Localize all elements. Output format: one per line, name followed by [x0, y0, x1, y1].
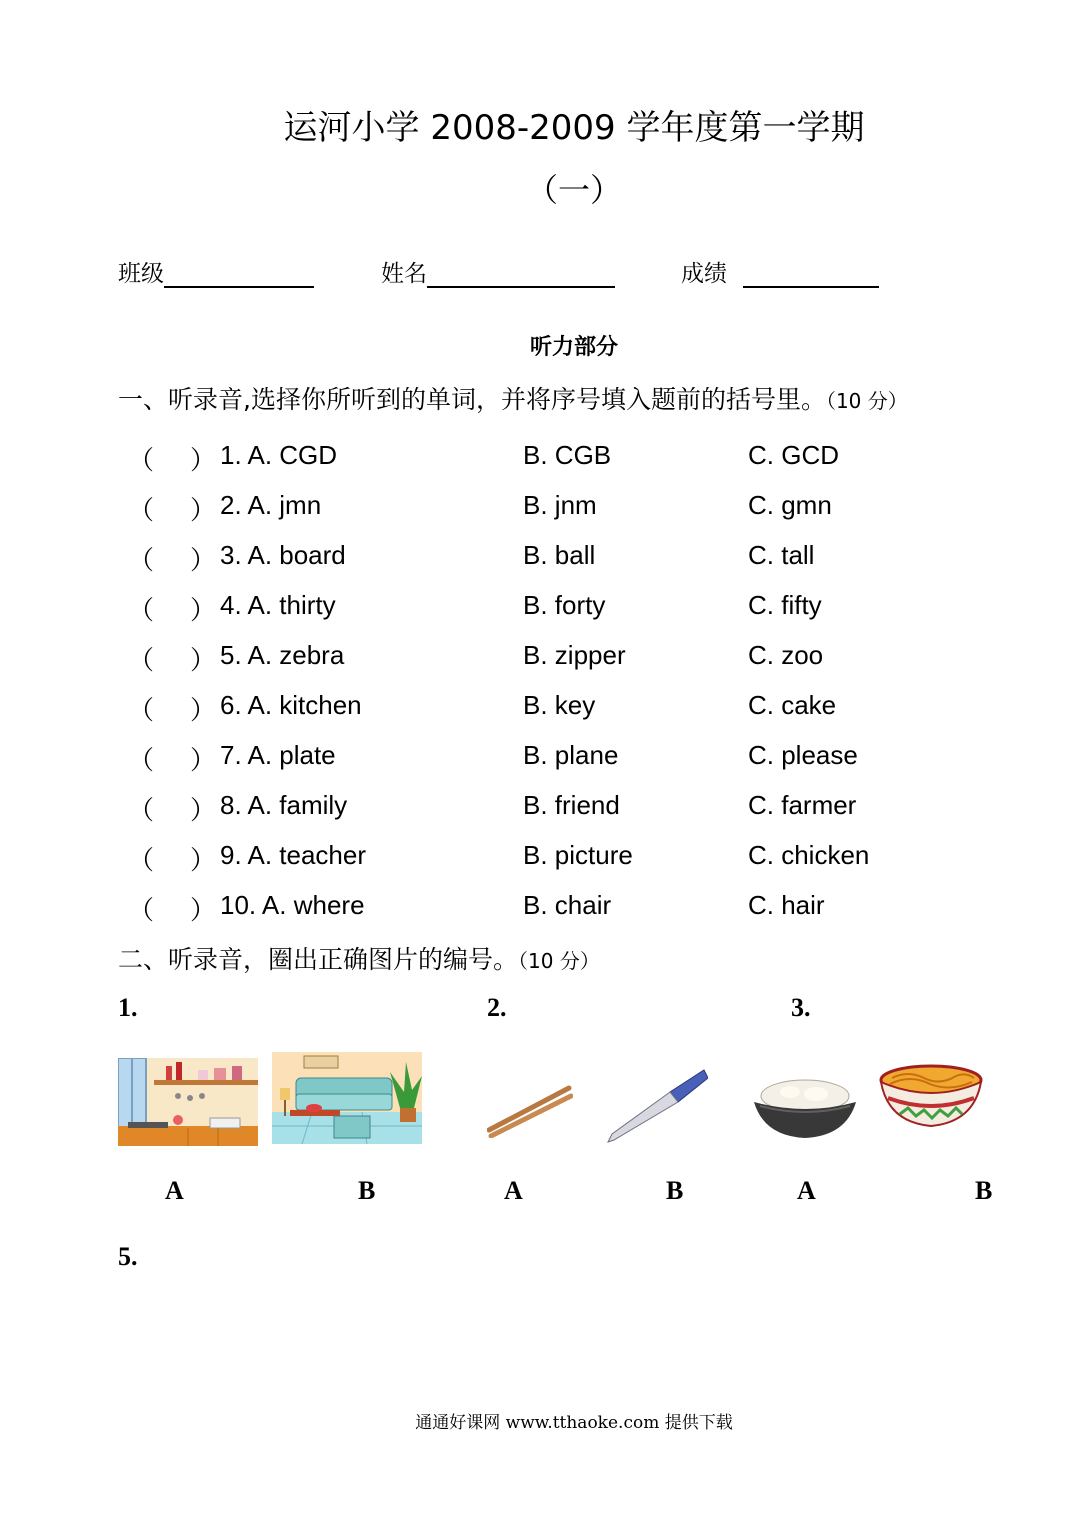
- page-subtitle: （一）: [525, 171, 622, 209]
- class-label: 班级: [118, 261, 164, 287]
- picture-question-number: 3.: [791, 993, 811, 1022]
- question-option-b: B. picture: [523, 840, 633, 870]
- question-row: [128, 690, 1068, 740]
- answer-paren-left: （: [128, 445, 155, 475]
- answer-paren-right: ）: [190, 895, 217, 925]
- question-option-c: C. zoo: [748, 640, 824, 670]
- picture-question-number: 1.: [118, 993, 138, 1022]
- answer-paren-right: ）: [190, 795, 217, 825]
- option-label: A: [797, 1176, 816, 1205]
- name-label: 姓名: [381, 261, 427, 287]
- question-option-c: C. please: [748, 740, 858, 770]
- question-option-a: 1. A. CGD: [220, 440, 338, 470]
- question-row: [128, 890, 1068, 940]
- picture-question-number: 2.: [487, 993, 507, 1022]
- rice-bowl-picture: [750, 1076, 860, 1142]
- page-title: 运河小学 2008-2009 学年度第一学期: [283, 108, 865, 148]
- option-label: A: [504, 1176, 523, 1205]
- answer-paren-left: （: [128, 545, 155, 575]
- score-label: 成绩: [681, 261, 727, 287]
- answer-paren-left: （: [128, 845, 155, 875]
- answer-paren-left: （: [128, 745, 155, 775]
- question-option-a: 4. A. thirty: [220, 590, 336, 620]
- footer-text: 通通好课网 www.tthaoke.com 提供下载: [415, 1413, 733, 1433]
- part2-points: （10 分）: [518, 949, 600, 973]
- question-option-a: 3. A. board: [220, 540, 346, 570]
- class-blank: [164, 260, 314, 288]
- class-field: [118, 255, 314, 288]
- knife-picture: [604, 1068, 708, 1144]
- name-field: [381, 255, 615, 288]
- question-option-a: 5. A. zebra: [220, 640, 345, 670]
- question-option-b: B. jnm: [523, 490, 597, 520]
- question-option-b: B. key: [523, 690, 596, 720]
- question-option-c: C. farmer: [748, 790, 857, 820]
- noodle-bowl-picture: [878, 1064, 984, 1132]
- answer-paren-left: （: [128, 695, 155, 725]
- question-option-b: B. zipper: [523, 640, 626, 670]
- answer-paren-left: （: [128, 595, 155, 625]
- question-option-b: B. forty: [523, 590, 606, 620]
- option-label: B: [975, 1176, 993, 1205]
- question-row: [128, 590, 1068, 640]
- name-blank: [427, 260, 615, 288]
- answer-paren-right: ）: [190, 645, 217, 675]
- question-option-c: C. GCD: [748, 440, 839, 470]
- question-row: [128, 490, 1068, 540]
- question-option-c: C. chicken: [748, 840, 870, 870]
- question-option-a: 9. A. teacher: [220, 840, 366, 870]
- score-field: [681, 255, 879, 288]
- option-label: A: [165, 1176, 184, 1205]
- question-row: [128, 640, 1068, 690]
- answer-paren-right: ）: [190, 595, 217, 625]
- answer-paren-left: （: [128, 495, 155, 525]
- answer-paren-left: （: [128, 795, 155, 825]
- answer-paren-left: （: [128, 645, 155, 675]
- living-room-picture: [272, 1052, 422, 1144]
- question-row: [128, 740, 1068, 790]
- question-option-b: B. chair: [523, 890, 612, 920]
- part1-title: 一、听录音,选择你所听到的单词，并将序号填入题前的括号里。（10 分）: [118, 385, 908, 414]
- question-option-a: 6. A. kitchen: [220, 690, 362, 720]
- answer-paren-left: （: [128, 895, 155, 925]
- question-option-c: C. cake: [748, 690, 837, 720]
- chopsticks-picture: [487, 1082, 573, 1138]
- question-option-b: B. CGB: [523, 440, 612, 470]
- question-option-a: 7. A. plate: [220, 740, 336, 770]
- question-option-a: 2. A. jmn: [220, 490, 322, 520]
- question-row: [128, 540, 1068, 590]
- answer-paren-right: ）: [190, 845, 217, 875]
- question-option-b: B. ball: [523, 540, 596, 570]
- question-option-c: C. gmn: [748, 490, 832, 520]
- kitchen-picture: [118, 1058, 258, 1146]
- question-option-c: C. hair: [748, 890, 825, 920]
- answer-paren-right: ）: [190, 545, 217, 575]
- question-option-c: C. tall: [748, 540, 815, 570]
- question-option-a: 10. A. where: [220, 890, 365, 920]
- question-option-b: B. friend: [523, 790, 620, 820]
- answer-paren-right: ）: [190, 445, 217, 475]
- question-option-a: 8. A. family: [220, 790, 348, 820]
- part2-title: 二、听录音，圈出正确图片的编号。（10 分）: [118, 945, 600, 974]
- answer-paren-right: ）: [190, 495, 217, 525]
- answer-paren-right: ）: [190, 745, 217, 775]
- question-row: [128, 840, 1068, 890]
- question-option-b: B. plane: [523, 740, 619, 770]
- option-label: B: [358, 1176, 376, 1205]
- option-label: B: [666, 1176, 684, 1205]
- question-row: [128, 790, 1068, 840]
- question-row: [128, 440, 1068, 490]
- part1-points: （10 分）: [825, 389, 908, 413]
- answer-paren-right: ）: [190, 695, 217, 725]
- listening-section-heading: 听力部分: [529, 334, 618, 360]
- question-option-c: C. fifty: [748, 590, 822, 620]
- picture-question-number: 5.: [118, 1242, 138, 1271]
- score-blank: [743, 260, 879, 288]
